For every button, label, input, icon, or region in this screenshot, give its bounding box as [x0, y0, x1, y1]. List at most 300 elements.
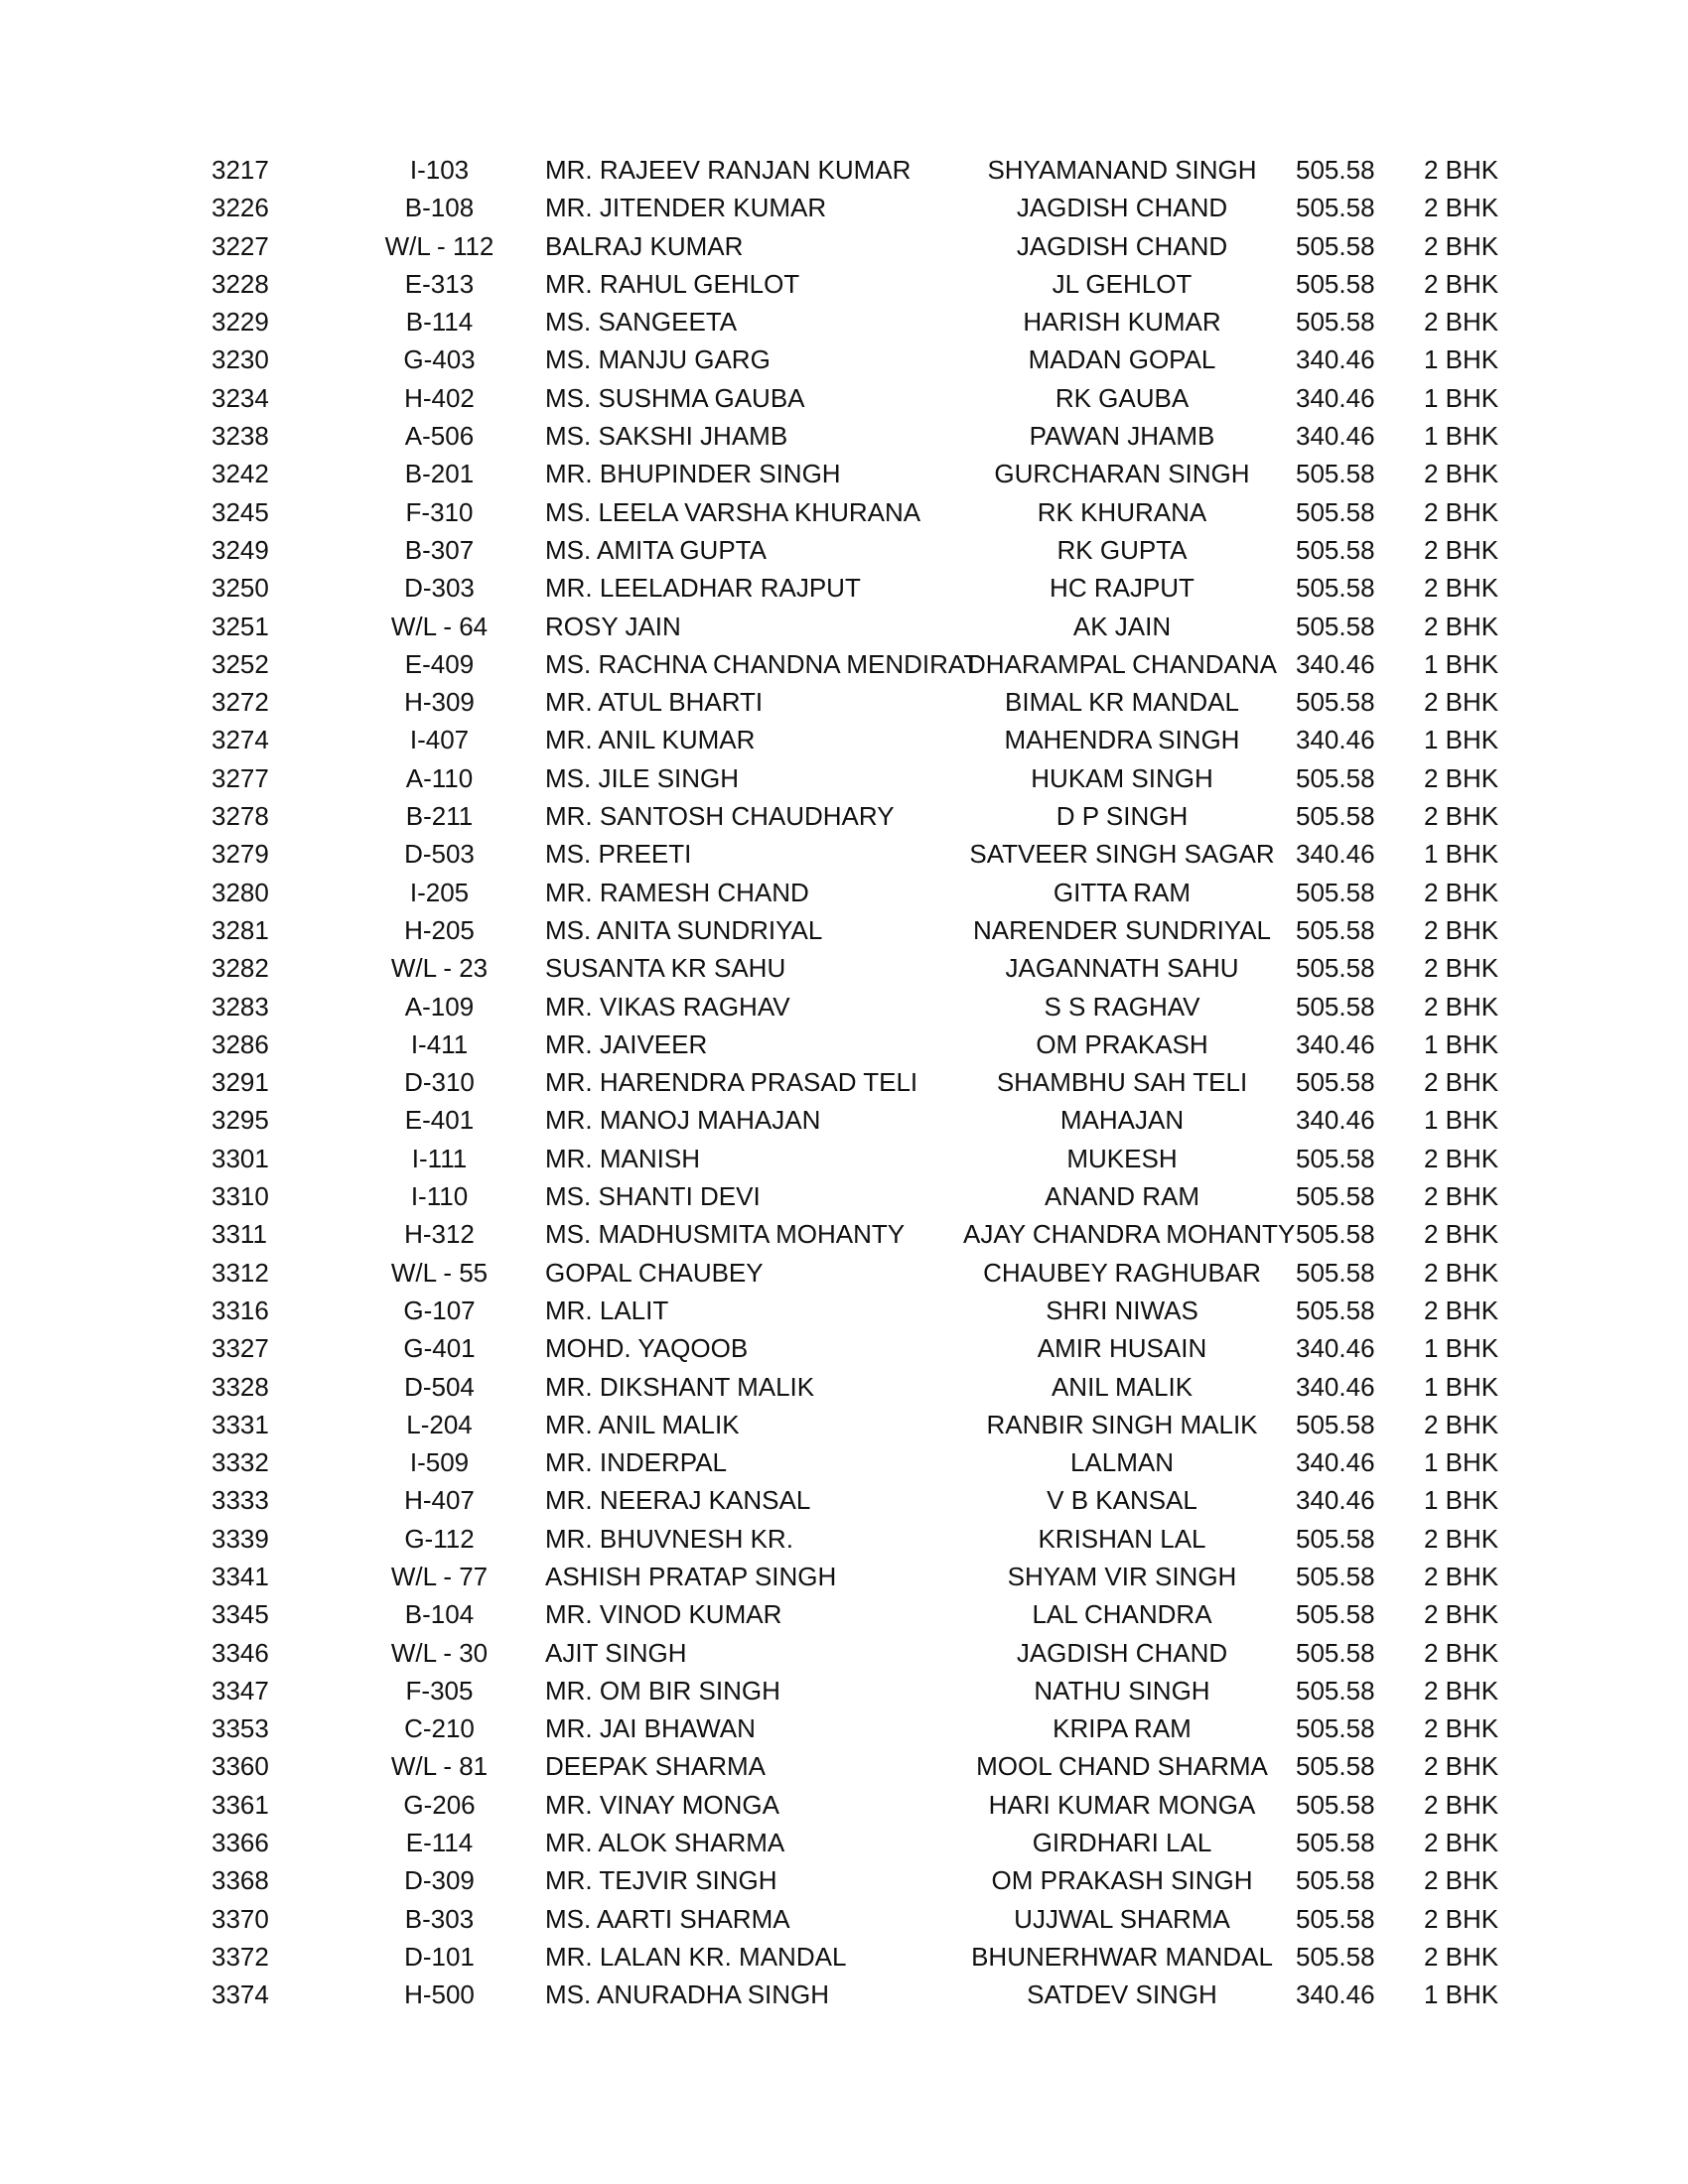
father-name: JAGDISH CHAND: [1016, 230, 1228, 261]
flat-type: 2 BHK: [1424, 307, 1499, 338]
flat-type: 2 BHK: [1424, 953, 1499, 984]
table-row: [0, 341, 1688, 378]
serial-number: 3341: [211, 1561, 269, 1591]
father-name: RANBIR SINGH MALIK: [986, 1409, 1258, 1439]
flat-type: 2 BHK: [1424, 611, 1499, 641]
flat-number: I-103: [409, 155, 470, 185]
area: 505.58: [1296, 762, 1375, 793]
allottee-name: MR. LALAN KR. MANDAL: [545, 1941, 847, 1972]
flat-number: G-403: [403, 344, 476, 375]
allottee-name: MR. TEJVIR SINGH: [545, 1865, 777, 1896]
table-row: [0, 1406, 1688, 1443]
area: 505.58: [1296, 1941, 1375, 1972]
area: 505.58: [1296, 1143, 1375, 1173]
area: 505.58: [1296, 687, 1375, 718]
area: 505.58: [1296, 991, 1375, 1022]
allottee-name: MS. MADHUSMITA MOHANTY: [545, 1219, 906, 1250]
flat-number: B-307: [404, 534, 475, 565]
allottee-name: MR. ALOK SHARMA: [545, 1828, 785, 1858]
area: 505.58: [1296, 1067, 1375, 1098]
area: 340.46: [1296, 1979, 1375, 2010]
table-row: [0, 1672, 1688, 1709]
father-name: RK GUPTA: [1056, 534, 1188, 565]
serial-number: 3238: [211, 421, 269, 452]
flat-type: 1 BHK: [1424, 1028, 1499, 1059]
flat-type: 2 BHK: [1424, 1789, 1499, 1820]
serial-number: 3286: [211, 1028, 269, 1059]
flat-number: B-211: [405, 801, 474, 832]
allottee-name: MS. JILE SINGH: [545, 762, 740, 793]
father-name: SATDEV SINGH: [1027, 1979, 1217, 2010]
area: 505.58: [1296, 573, 1375, 604]
father-name: GIRDHARI LAL: [1032, 1828, 1212, 1858]
serial-number: 3316: [211, 1295, 269, 1325]
allottee-name: MS. ANURADHA SINGH: [545, 1979, 830, 2010]
flat-number: B-114: [405, 307, 474, 338]
serial-number: 3252: [211, 648, 269, 679]
flat-type: 1 BHK: [1424, 1333, 1499, 1364]
serial-number: 3310: [211, 1181, 269, 1212]
flat-number: A-109: [404, 991, 475, 1022]
table-row: [0, 151, 1688, 189]
flat-type: 1 BHK: [1424, 1447, 1499, 1478]
flat-number: E-409: [404, 648, 475, 679]
area: 340.46: [1296, 725, 1375, 755]
serial-number: 3374: [211, 1979, 269, 2010]
serial-number: 3360: [211, 1751, 269, 1782]
table-row: [0, 1329, 1688, 1367]
allottee-name: MR. VINOD KUMAR: [545, 1599, 782, 1630]
father-name: LAL CHANDRA: [1032, 1599, 1212, 1630]
flat-type: 1 BHK: [1424, 1371, 1499, 1402]
serial-number: 3272: [211, 687, 269, 718]
allottee-name: MR. DIKSHANT MALIK: [545, 1371, 815, 1402]
table-row: [0, 1292, 1688, 1329]
serial-number: 3339: [211, 1523, 269, 1554]
area: 505.58: [1296, 1675, 1375, 1706]
table-row: [0, 645, 1688, 683]
flat-type: 2 BHK: [1424, 1257, 1499, 1288]
table-row: [0, 1824, 1688, 1861]
table-row: [0, 1709, 1688, 1747]
father-name: V B KANSAL: [1047, 1485, 1197, 1516]
table-row: [0, 1481, 1688, 1519]
allottee-name: MS. SAKSHI JHAMB: [545, 421, 788, 452]
serial-number: 3283: [211, 991, 269, 1022]
flat-type: 1 BHK: [1424, 421, 1499, 452]
allottee-name: MR. ATUL BHARTI: [545, 687, 764, 718]
allottee-name: MS. RACHNA CHANDNA MENDIRAT: [545, 648, 980, 679]
flat-number: H-500: [404, 1979, 475, 2010]
area: 505.58: [1296, 1599, 1375, 1630]
flat-type: 2 BHK: [1424, 1828, 1499, 1858]
table-row: [0, 835, 1688, 873]
father-name: MOOL CHAND SHARMA: [976, 1751, 1268, 1782]
flat-number: I-111: [411, 1143, 468, 1173]
flat-number: G-112: [404, 1523, 475, 1554]
allottee-name: MR. JITENDER KUMAR: [545, 193, 827, 223]
table-row: [0, 1443, 1688, 1481]
area: 505.58: [1296, 193, 1375, 223]
area: 340.46: [1296, 344, 1375, 375]
flat-number: C-210: [404, 1713, 475, 1744]
flat-type: 2 BHK: [1424, 1941, 1499, 1972]
flat-number: G-401: [403, 1333, 476, 1364]
allottee-name: MR. VIKAS RAGHAV: [545, 991, 790, 1022]
table-row: [0, 874, 1688, 911]
serial-number: 3332: [211, 1447, 269, 1478]
area: 340.46: [1296, 839, 1375, 870]
flat-type: 2 BHK: [1424, 1713, 1499, 1744]
table-row: [0, 379, 1688, 417]
father-name: LALMAN: [1069, 1447, 1175, 1478]
flat-number: I-110: [410, 1181, 469, 1212]
father-name: SHAMBHU SAH TELI: [996, 1067, 1248, 1098]
table-row: [0, 1634, 1688, 1672]
serial-number: 3230: [211, 344, 269, 375]
table-row: [0, 1976, 1688, 2013]
flat-type: 2 BHK: [1424, 534, 1499, 565]
serial-number: 3245: [211, 496, 269, 527]
father-name: HARI KUMAR MONGA: [988, 1789, 1256, 1820]
father-name: GITTA RAM: [1053, 877, 1192, 907]
serial-number: 3250: [211, 573, 269, 604]
table-row: [0, 265, 1688, 303]
father-name: BIMAL KR MANDAL: [1005, 687, 1239, 718]
allottee-name: MS. ANITA SUNDRIYAL: [545, 914, 823, 945]
area: 505.58: [1296, 1637, 1375, 1668]
allottee-name: MR. MANOJ MAHAJAN: [545, 1105, 821, 1136]
flat-type: 2 BHK: [1424, 1067, 1499, 1098]
area: 505.58: [1296, 914, 1375, 945]
father-name: S S RAGHAV: [1044, 991, 1200, 1022]
table-row: [0, 797, 1688, 835]
table-row: [0, 455, 1688, 492]
flat-number: F-310: [405, 496, 474, 527]
flat-number: D-503: [404, 839, 475, 870]
area: 505.58: [1296, 1257, 1375, 1288]
allottee-name: MR. BHUVNESH KR.: [545, 1523, 793, 1554]
table-row: [0, 1595, 1688, 1633]
flat-number: W/L - 30: [390, 1637, 489, 1668]
flat-type: 2 BHK: [1424, 877, 1499, 907]
flat-type: 2 BHK: [1424, 1219, 1499, 1250]
table-row: [0, 417, 1688, 455]
table-row: [0, 531, 1688, 569]
area: 505.58: [1296, 534, 1375, 565]
flat-number: D-303: [404, 573, 475, 604]
area: 505.58: [1296, 953, 1375, 984]
area: 505.58: [1296, 1219, 1375, 1250]
serial-number: 3331: [211, 1409, 269, 1439]
flat-type: 2 BHK: [1424, 1409, 1499, 1439]
serial-number: 3217: [211, 155, 269, 185]
father-name: ANAND RAM: [1044, 1181, 1199, 1212]
father-name: BHUNERHWAR MANDAL: [971, 1941, 1273, 1972]
father-name: RK KHURANA: [1037, 496, 1207, 527]
father-name: SHYAM VIR SINGH: [1007, 1561, 1237, 1591]
allottee-name: MR. RAMESH CHAND: [545, 877, 809, 907]
flat-number: B-108: [404, 193, 475, 223]
father-name: KRISHAN LAL: [1038, 1523, 1206, 1554]
serial-number: 3291: [211, 1067, 269, 1098]
serial-number: 3282: [211, 953, 269, 984]
flat-number: W/L - 23: [390, 953, 489, 984]
serial-number: 3312: [211, 1257, 269, 1288]
father-name: MADAN GOPAL: [1028, 344, 1216, 375]
area: 340.46: [1296, 1105, 1375, 1136]
flat-number: G-107: [403, 1295, 476, 1325]
flat-type: 1 BHK: [1424, 1485, 1499, 1516]
father-name: DHARAMPAL CHANDANA: [966, 648, 1278, 679]
serial-number: 3281: [211, 914, 269, 945]
flat-number: I-411: [410, 1028, 469, 1059]
flat-type: 2 BHK: [1424, 193, 1499, 223]
father-name: RK GAUBA: [1055, 382, 1190, 413]
table-row: [0, 1520, 1688, 1558]
allottee-name: MR. BHUPINDER SINGH: [545, 459, 841, 489]
serial-number: 3249: [211, 534, 269, 565]
serial-number: 3234: [211, 382, 269, 413]
flat-type: 2 BHK: [1424, 1903, 1499, 1934]
serial-number: 3328: [211, 1371, 269, 1402]
serial-number: 3346: [211, 1637, 269, 1668]
allottee-name: MR. RAJEEV RANJAN KUMAR: [545, 155, 912, 185]
area: 505.58: [1296, 496, 1375, 527]
flat-type: 2 BHK: [1424, 155, 1499, 185]
table-row: [0, 1938, 1688, 1976]
father-name: OM PRAKASH SINGH: [991, 1865, 1253, 1896]
allottee-name: MR. LEELADHAR RAJPUT: [545, 573, 861, 604]
allottee-name: DEEPAK SHARMA: [545, 1751, 767, 1782]
flat-number: L-204: [406, 1409, 473, 1439]
allottee-name: MR. HARENDRA PRASAD TELI: [545, 1067, 918, 1098]
area: 340.46: [1296, 382, 1375, 413]
area: 340.46: [1296, 421, 1375, 452]
father-name: SATVEER SINGH SAGAR: [969, 839, 1275, 870]
area: 505.58: [1296, 801, 1375, 832]
table-row: [0, 1786, 1688, 1824]
father-name: HARISH KUMAR: [1023, 307, 1221, 338]
flat-type: 2 BHK: [1424, 687, 1499, 718]
allottee-name: BALRAJ KUMAR: [545, 230, 744, 261]
table-row: [0, 759, 1688, 797]
table-row: [0, 1558, 1688, 1595]
father-name: KRIPA RAM: [1053, 1713, 1192, 1744]
serial-number: 3366: [211, 1828, 269, 1858]
area: 505.58: [1296, 459, 1375, 489]
table-row: [0, 949, 1688, 987]
table-row: [0, 1368, 1688, 1406]
area: 505.58: [1296, 1713, 1375, 1744]
flat-number: W/L - 55: [390, 1257, 489, 1288]
flat-type: 2 BHK: [1424, 762, 1499, 793]
table-row: [0, 1140, 1688, 1177]
flat-number: I-509: [409, 1447, 470, 1478]
table-row: [0, 1215, 1688, 1253]
flat-type: 2 BHK: [1424, 1637, 1499, 1668]
allottee-name: MR. ANIL KUMAR: [545, 725, 756, 755]
table-row: [0, 569, 1688, 607]
father-name: MAHENDRA SINGH: [1004, 725, 1240, 755]
father-name: AK JAIN: [1072, 611, 1172, 641]
father-name: GURCHARAN SINGH: [994, 459, 1250, 489]
flat-type: 2 BHK: [1424, 230, 1499, 261]
flat-number: H-407: [404, 1485, 475, 1516]
father-name: CHAUBEY RAGHUBAR: [983, 1257, 1261, 1288]
serial-number: 3277: [211, 762, 269, 793]
serial-number: 3301: [211, 1143, 269, 1173]
serial-number: 3327: [211, 1333, 269, 1364]
flat-type: 2 BHK: [1424, 1865, 1499, 1896]
flat-number: E-114: [405, 1828, 474, 1858]
table-row: [0, 493, 1688, 531]
table-row: [0, 608, 1688, 645]
area: 340.46: [1296, 1028, 1375, 1059]
flat-number: E-313: [404, 268, 475, 299]
serial-number: 3229: [211, 307, 269, 338]
flat-type: 1 BHK: [1424, 1979, 1499, 2010]
serial-number: 3311: [211, 1219, 267, 1250]
flat-type: 1 BHK: [1424, 344, 1499, 375]
father-name: NARENDER SUNDRIYAL: [972, 914, 1271, 945]
father-name: AMIR HUSAIN: [1037, 1333, 1207, 1364]
area: 340.46: [1296, 1485, 1375, 1516]
table-row: [0, 911, 1688, 949]
flat-type: 2 BHK: [1424, 1675, 1499, 1706]
flat-type: 2 BHK: [1424, 1523, 1499, 1554]
serial-number: 3279: [211, 839, 269, 870]
serial-number: 3370: [211, 1903, 269, 1934]
allottee-name: MR. MANISH: [545, 1143, 700, 1173]
flat-number: W/L - 64: [390, 611, 489, 641]
flat-number: I-205: [409, 877, 470, 907]
serial-number: 3278: [211, 801, 269, 832]
allottee-name: SUSANTA KR SAHU: [545, 953, 786, 984]
table-row: [0, 1747, 1688, 1785]
table-row: [0, 1063, 1688, 1101]
allottee-name: MS. SHANTI DEVI: [545, 1181, 761, 1212]
serial-number: 3280: [211, 877, 269, 907]
allottee-name: MR. ANIL MALIK: [545, 1409, 740, 1439]
flat-number: D-504: [404, 1371, 475, 1402]
father-name: SHRI NIWAS: [1046, 1295, 1198, 1325]
serial-number: 3226: [211, 193, 269, 223]
father-name: JL GEHLOT: [1052, 268, 1193, 299]
flat-number: H-312: [404, 1219, 475, 1250]
area: 505.58: [1296, 1181, 1375, 1212]
area: 340.46: [1296, 1371, 1375, 1402]
father-name: MAHAJAN: [1059, 1105, 1185, 1136]
flat-number: W/L - 112: [384, 230, 494, 261]
serial-number: 3333: [211, 1485, 269, 1516]
allottee-name: MR. SANTOSH CHAUDHARY: [545, 801, 895, 832]
area: 505.58: [1296, 230, 1375, 261]
allottee-name: MS. LEELA VARSHA KHURANA: [545, 496, 921, 527]
flat-type: 1 BHK: [1424, 648, 1499, 679]
flat-number: B-104: [404, 1599, 475, 1630]
father-name: ANIL MALIK: [1051, 1371, 1194, 1402]
father-name: HUKAM SINGH: [1031, 762, 1213, 793]
allottee-name: MR. JAIVEER: [545, 1028, 708, 1059]
flat-type: 2 BHK: [1424, 496, 1499, 527]
area: 505.58: [1296, 877, 1375, 907]
allottee-name: MS. MANJU GARG: [545, 344, 771, 375]
serial-number: 3227: [211, 230, 269, 261]
area: 505.58: [1296, 1409, 1375, 1439]
table-row: [0, 189, 1688, 226]
flat-type: 2 BHK: [1424, 1599, 1499, 1630]
allottee-name: MS. SUSHMA GAUBA: [545, 382, 805, 413]
flat-number: D-310: [404, 1067, 475, 1098]
allottee-name: MOHD. YAQOOB: [545, 1333, 749, 1364]
table-row: [0, 227, 1688, 265]
serial-number: 3345: [211, 1599, 269, 1630]
area: 505.58: [1296, 1751, 1375, 1782]
table-row: [0, 303, 1688, 341]
father-name: JAGANNATH SAHU: [1005, 953, 1239, 984]
flat-number: A-506: [404, 421, 475, 452]
allottee-name: MR. OM BIR SINGH: [545, 1675, 780, 1706]
allottee-name: ROSY JAIN: [545, 611, 681, 641]
area: 505.58: [1296, 1828, 1375, 1858]
flat-type: 1 BHK: [1424, 382, 1499, 413]
flat-number: W/L - 81: [390, 1751, 489, 1782]
allottee-name: MR. NEERAJ KANSAL: [545, 1485, 811, 1516]
area: 505.58: [1296, 268, 1375, 299]
flat-type: 2 BHK: [1424, 801, 1499, 832]
area: 505.58: [1296, 1903, 1375, 1934]
flat-type: 2 BHK: [1424, 914, 1499, 945]
flat-type: 2 BHK: [1424, 991, 1499, 1022]
serial-number: 3274: [211, 725, 269, 755]
flat-number: B-303: [404, 1903, 475, 1934]
allottee-name: MS. AARTI SHARMA: [545, 1903, 790, 1934]
flat-type: 2 BHK: [1424, 1561, 1499, 1591]
flat-number: H-309: [404, 687, 475, 718]
allotment-list: [0, 151, 1688, 2014]
flat-number: I-407: [409, 725, 470, 755]
serial-number: 3295: [211, 1105, 269, 1136]
flat-number: E-401: [404, 1105, 475, 1136]
table-row: [0, 1025, 1688, 1063]
flat-number: W/L - 77: [390, 1561, 489, 1591]
serial-number: 3251: [211, 611, 269, 641]
area: 505.58: [1296, 611, 1375, 641]
flat-type: 2 BHK: [1424, 268, 1499, 299]
father-name: NATHU SINGH: [1034, 1675, 1210, 1706]
allottee-name: MR. JAI BHAWAN: [545, 1713, 756, 1744]
flat-type: 1 BHK: [1424, 839, 1499, 870]
area: 505.58: [1296, 155, 1375, 185]
father-name: PAWAN JHAMB: [1029, 421, 1215, 452]
father-name: JAGDISH CHAND: [1016, 193, 1228, 223]
area: 505.58: [1296, 1523, 1375, 1554]
allottee-name: MR. VINAY MONGA: [545, 1789, 779, 1820]
allottee-name: GOPAL CHAUBEY: [545, 1257, 764, 1288]
flat-type: 1 BHK: [1424, 1105, 1499, 1136]
table-row: [0, 721, 1688, 758]
flat-number: D-309: [404, 1865, 475, 1896]
allottee-name: MS. AMITA GUPTA: [545, 534, 767, 565]
flat-number: H-205: [404, 914, 475, 945]
area: 340.46: [1296, 1333, 1375, 1364]
father-name: JAGDISH CHAND: [1016, 1637, 1228, 1668]
area: 505.58: [1296, 1561, 1375, 1591]
table-row: [0, 988, 1688, 1025]
area: 505.58: [1296, 1295, 1375, 1325]
father-name: OM PRAKASH: [1036, 1028, 1208, 1059]
